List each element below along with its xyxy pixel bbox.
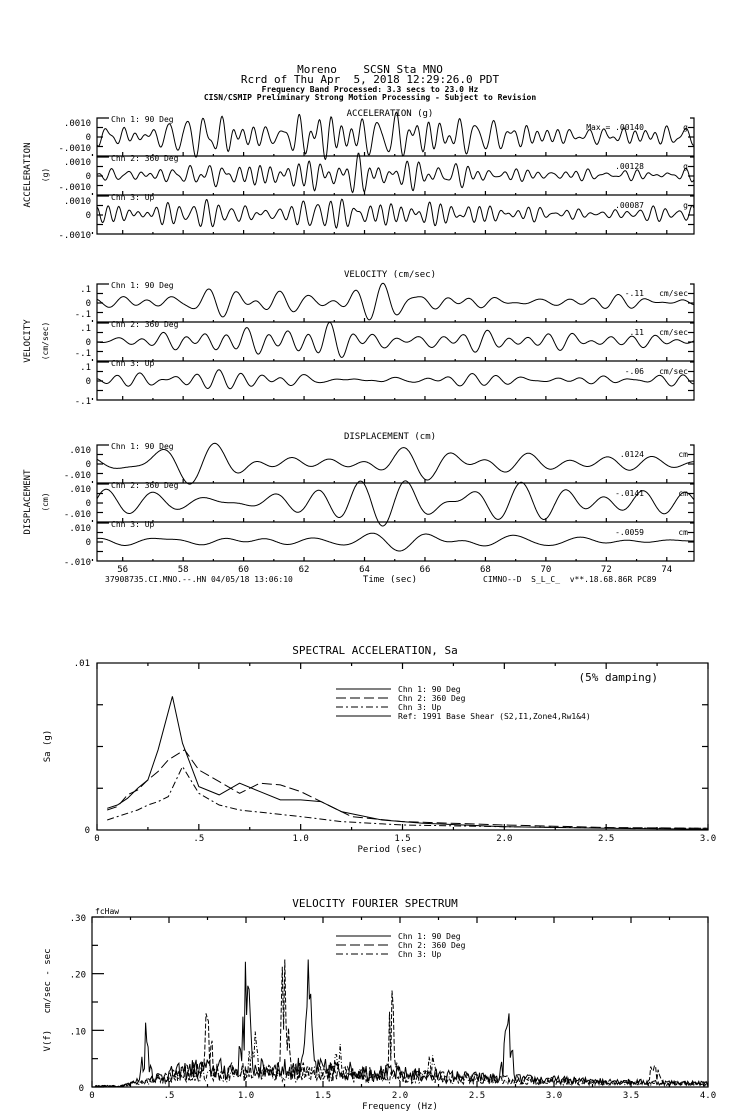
time-axis bbox=[105, 565, 672, 585]
peak-value: .00128 bbox=[615, 162, 644, 171]
peak-value: -.0059 bbox=[615, 528, 644, 537]
panel-vel bbox=[23, 270, 694, 407]
ytick-bottom: -.010 bbox=[63, 510, 91, 520]
channel-3 bbox=[75, 359, 694, 407]
ytick-bottom: -.010 bbox=[63, 471, 91, 481]
time-axis-label: Time (sec) bbox=[362, 575, 418, 585]
time-tick-label: 74 bbox=[661, 565, 673, 575]
waveform bbox=[97, 199, 694, 228]
ytick-bottom: -.010 bbox=[63, 558, 91, 568]
ytick-top: .1 bbox=[80, 363, 91, 373]
x-tick-label: 2.0 bbox=[496, 834, 513, 844]
y-tick-label: .20 bbox=[69, 970, 86, 981]
sa-damping-note: (5% damping) bbox=[578, 671, 658, 684]
peak-unit: cm bbox=[678, 489, 688, 498]
ytick-top: .0010 bbox=[63, 119, 91, 129]
channel-name: Chn 1: 90 Deg bbox=[111, 442, 174, 451]
panel-ylabel: VELOCITY bbox=[23, 319, 33, 363]
waveform bbox=[97, 322, 694, 357]
ytick-bottom: -.0010 bbox=[58, 144, 91, 154]
ytick-top: .1 bbox=[80, 324, 91, 334]
fs-corner-label: fcHaw bbox=[95, 907, 120, 916]
channel-name: Chn 2: 360 Deg bbox=[111, 481, 179, 490]
panel-title: VELOCITY (cm/sec) bbox=[343, 270, 437, 280]
legend-label: Chn 1: 90 Deg bbox=[398, 685, 461, 694]
x-tick-label: 3.0 bbox=[699, 834, 717, 844]
panel-ylabel: DISPLACEMENT bbox=[23, 469, 33, 535]
peak-value: -.0141 bbox=[615, 489, 644, 498]
processing-note: CISN/CSMIP Preliminary Strong Motion Processing - Subject to Revision bbox=[203, 93, 537, 102]
waveform bbox=[97, 153, 694, 192]
peak-unit: cm/sec bbox=[659, 328, 688, 337]
channel-2 bbox=[58, 153, 694, 195]
peak-value: -.11 bbox=[624, 289, 644, 298]
ytick-zero: 0 bbox=[85, 538, 91, 548]
y-tick-label: .10 bbox=[69, 1027, 86, 1038]
waveform bbox=[97, 283, 694, 320]
channel-3 bbox=[58, 193, 694, 241]
x-tick-label: .5 bbox=[193, 834, 205, 844]
fs-xlabel: Frequency (Hz) bbox=[362, 1102, 438, 1112]
legend-label: Ref: 1991 Base Shear (S2,I1,Zone4,Rw1&4) bbox=[398, 712, 591, 721]
x-tick-label: 3.5 bbox=[622, 1091, 640, 1101]
ytick-bottom: -.0010 bbox=[58, 231, 91, 241]
channel-name: Chn 1: 90 Deg bbox=[111, 281, 174, 290]
channel-frame bbox=[97, 523, 694, 561]
fs-series-line bbox=[95, 960, 707, 1087]
ytick-top: .0010 bbox=[63, 197, 91, 207]
panel-yunit: (g) bbox=[41, 167, 50, 183]
peak-value: -.06 bbox=[624, 367, 644, 376]
x-tick-label: 2.5 bbox=[468, 1091, 486, 1101]
waveform bbox=[97, 443, 694, 484]
legend-label: Chn 1: 90 Deg bbox=[398, 932, 461, 941]
y-tick-label: 0 bbox=[84, 826, 90, 836]
x-tick-label: 3.0 bbox=[545, 1091, 563, 1101]
station-title: Moreno SCSN Sta MNO bbox=[297, 63, 443, 76]
waveform bbox=[97, 370, 694, 389]
time-tick-label: 66 bbox=[419, 565, 431, 575]
panel-ylabel: ACCELERATION bbox=[23, 142, 33, 208]
sa-title: SPECTRAL ACCELERATION, Sa bbox=[292, 644, 458, 657]
peak-value: .00087 bbox=[615, 201, 644, 210]
time-series-panels bbox=[23, 109, 694, 568]
panel-title: ACCELERATION (g) bbox=[346, 109, 434, 119]
ytick-bottom: -.1 bbox=[74, 397, 91, 407]
ytick-zero: 0 bbox=[85, 338, 91, 348]
channel-frame bbox=[97, 196, 694, 234]
peak-unit: g bbox=[683, 162, 688, 171]
x-tick-label: 1.0 bbox=[237, 1091, 255, 1101]
peak-unit: cm/sec bbox=[659, 289, 688, 298]
fs-title: VELOCITY FOURIER SPECTRUM bbox=[292, 897, 458, 910]
panel-disp bbox=[23, 432, 694, 568]
time-tick-label: 72 bbox=[600, 565, 612, 575]
ytick-bottom: -.0010 bbox=[58, 183, 91, 193]
channel-1 bbox=[58, 112, 694, 159]
peak-unit: cm bbox=[678, 450, 688, 459]
ytick-top: .010 bbox=[69, 446, 91, 456]
channel-3 bbox=[64, 520, 694, 568]
peak-unit: g bbox=[683, 123, 688, 132]
ytick-zero: 0 bbox=[85, 499, 91, 509]
time-tick-label: 60 bbox=[238, 565, 250, 575]
x-tick-label: 0 bbox=[94, 834, 100, 844]
ytick-top: .0010 bbox=[63, 158, 91, 168]
channel-name: Chn 3: Up bbox=[111, 359, 155, 368]
sa-series-line bbox=[107, 750, 708, 829]
channel-2 bbox=[64, 481, 694, 526]
channel-1 bbox=[64, 442, 694, 484]
channel-name: Chn 2: 360 Deg bbox=[111, 320, 179, 329]
peak-unit: cm bbox=[678, 528, 688, 537]
time-tick-label: 62 bbox=[298, 565, 310, 575]
fs-ylabel: V(f) cm/sec - sec bbox=[43, 948, 53, 1052]
header bbox=[204, 63, 537, 102]
ytick-zero: 0 bbox=[85, 460, 91, 470]
waveform bbox=[97, 112, 694, 159]
x-tick-label: .5 bbox=[163, 1091, 175, 1101]
peak-unit: cm/sec bbox=[659, 367, 688, 376]
ytick-top: .1 bbox=[80, 285, 91, 295]
y-tick-label: 0 bbox=[78, 1084, 84, 1094]
fs-series-line bbox=[95, 1032, 707, 1087]
x-tick-label: 2.0 bbox=[391, 1091, 409, 1101]
peak-value: .0124 bbox=[619, 450, 644, 459]
panel-title: DISPLACEMENT (cm) bbox=[343, 432, 437, 442]
sa-xlabel: Period (sec) bbox=[357, 845, 423, 855]
channel-name: Chn 1: 90 Deg bbox=[111, 115, 174, 124]
legend-label: Chn 2: 360 Deg bbox=[398, 694, 466, 703]
time-tick-label: 68 bbox=[480, 565, 491, 575]
channel-frame bbox=[97, 284, 694, 322]
peak-unit: g bbox=[683, 201, 688, 210]
legend-label: Chn 2: 360 Deg bbox=[398, 941, 466, 950]
record-date: Rcrd of Thu Apr 5, 2018 12:29:26.0 PDT bbox=[240, 73, 500, 86]
channel-1 bbox=[75, 281, 694, 322]
channel-name: Chn 3: Up bbox=[111, 193, 155, 202]
ytick-top: .010 bbox=[69, 485, 91, 495]
channel-2 bbox=[75, 320, 694, 361]
ytick-bottom: -.1 bbox=[74, 349, 91, 359]
x-tick-label: 1.0 bbox=[292, 834, 309, 844]
x-tick-label: 4.0 bbox=[699, 1091, 717, 1101]
fs-series-line bbox=[95, 960, 707, 1087]
channel-frame bbox=[97, 445, 694, 483]
peak-value: Max = .00140 bbox=[586, 123, 644, 132]
panel-acc bbox=[23, 109, 694, 241]
channel-name: Chn 3: Up bbox=[111, 520, 155, 529]
waveform bbox=[97, 481, 694, 526]
y-tick-label: .01 bbox=[73, 659, 90, 669]
ytick-zero: 0 bbox=[85, 211, 91, 221]
ytick-bottom: -.1 bbox=[74, 310, 91, 320]
x-tick-label: 1.5 bbox=[314, 1091, 332, 1101]
sa-series-line bbox=[107, 767, 708, 829]
ytick-zero: 0 bbox=[85, 133, 91, 143]
time-tick-label: 64 bbox=[359, 565, 370, 575]
x-tick-label: 2.5 bbox=[598, 834, 615, 844]
ytick-zero: 0 bbox=[85, 299, 91, 309]
x-tick-label: 1.5 bbox=[394, 834, 411, 844]
x-tick-label: 0 bbox=[89, 1091, 95, 1101]
processing-version: CIMNO--D S_L_C_ v**.18.68.86R PC89 bbox=[483, 575, 657, 584]
peak-value: .11 bbox=[629, 328, 644, 337]
time-tick-label: 58 bbox=[177, 565, 189, 575]
channel-frame bbox=[97, 362, 694, 400]
waveform bbox=[97, 533, 694, 551]
channel-frame bbox=[97, 484, 694, 522]
sa-ylabel: Sa (g) bbox=[43, 729, 53, 763]
spectral-acceleration-chart bbox=[43, 644, 716, 855]
legend-label: Chn 3: Up bbox=[398, 703, 442, 712]
time-tick-label: 70 bbox=[540, 565, 552, 575]
panel-yunit: (cm/sec) bbox=[41, 321, 50, 361]
frequency-band: Frequency Band Processed: 3.3 secs to 23.0 Hz bbox=[261, 85, 479, 94]
panel-yunit: (cm) bbox=[41, 492, 50, 512]
velocity-fourier-spectrum-chart bbox=[43, 897, 716, 1112]
ytick-zero: 0 bbox=[85, 377, 91, 387]
y-tick-label: .30 bbox=[69, 914, 86, 924]
channel-name: Chn 2: 360 Deg bbox=[111, 154, 179, 163]
ytick-zero: 0 bbox=[85, 172, 91, 182]
ytick-top: .010 bbox=[69, 524, 91, 534]
record-id: 37908735.CI.MNO.--.HN 04/05/18 13:06:10 bbox=[105, 575, 293, 584]
legend-label: Chn 3: Up bbox=[398, 950, 442, 959]
time-tick-label: 56 bbox=[117, 565, 129, 575]
